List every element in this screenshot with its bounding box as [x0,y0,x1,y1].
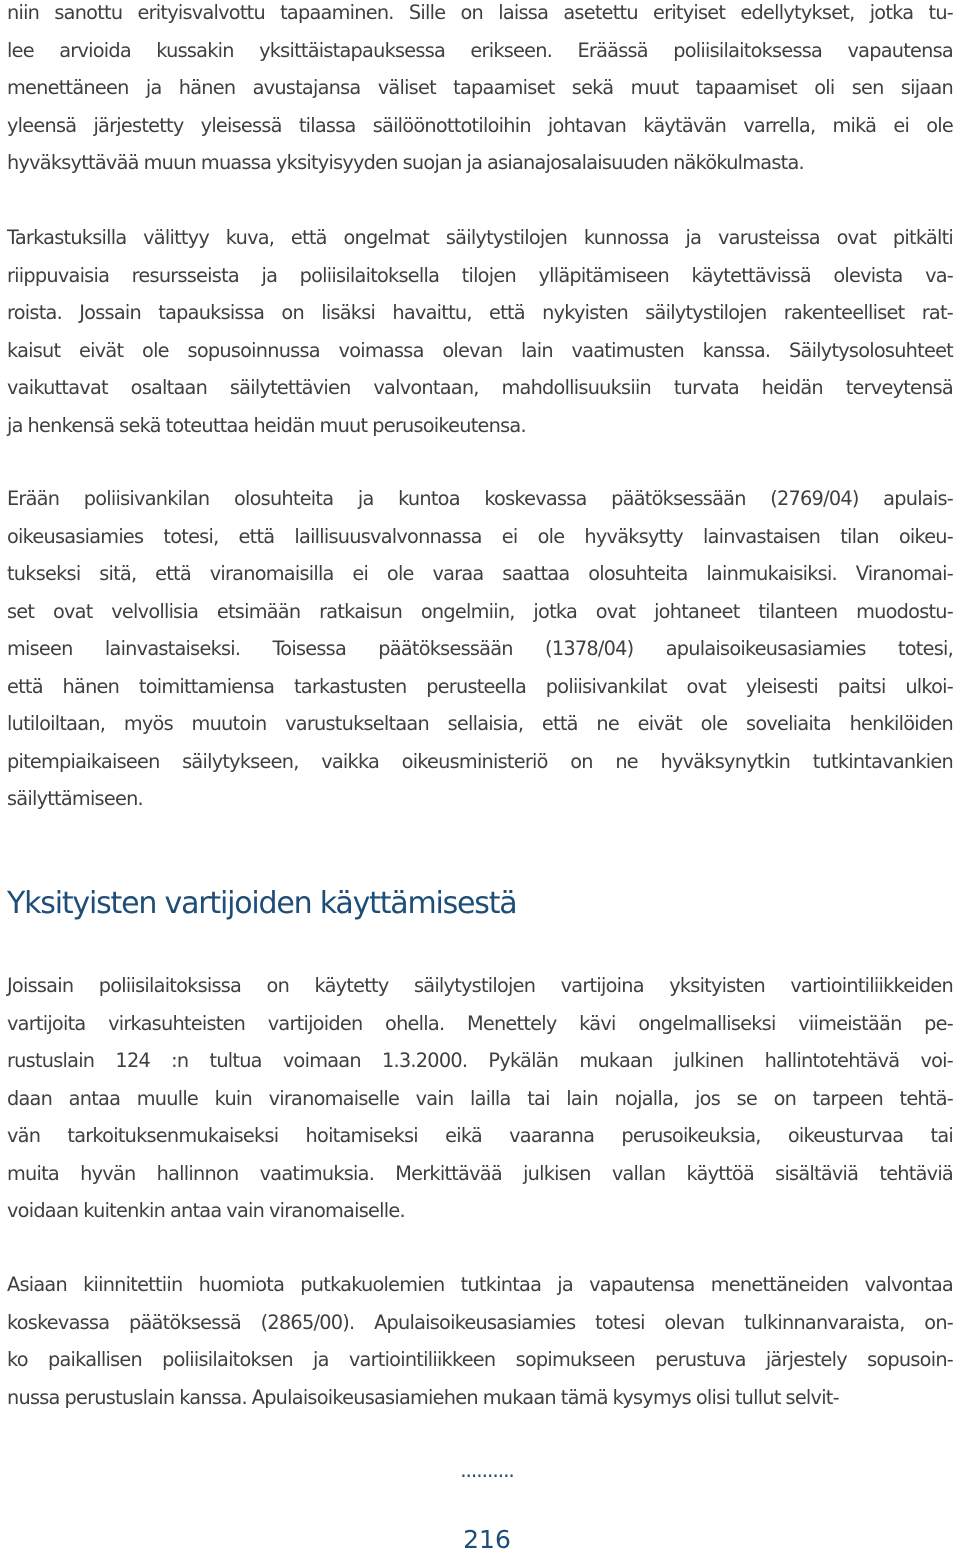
paragraph-inspection-findings [7,219,953,444]
paragraph-private-guards [7,967,953,1230]
text-line: miseen lainvastaiseksi. Toisessa päätöksessään (1378/04) apulaisoikeusasiamies totesi, [7,637,953,660]
text-line: rustuslain 124 :n tultua voimaan 1.3.2000. Pykälän mukaan julkinen hallintotehtävä voi- [7,1049,953,1072]
text-line: hyväksyttävää muun muassa yksityisyyden suojan ja asianajosalaisuuden näkökulmasta. [7,151,804,174]
text-line: yleensä järjestetty yleisessä tilassa säilöönottotiloihin johtavan käytävän varrella, mikä ei ole [7,113,953,137]
text-line: menettäneen ja hänen avustajansa väliset tapaamiset sekä muut tapaamiset oli sen sijaan [7,76,953,99]
text-line: niin sanottu erityisvalvottu tapaaminen. Sille on laissa asetettu erityiset edellytykset, jotka tu- [7,1,953,24]
text-line: kaisut eivät ole sopusoinnussa voimassa olevan lain vaatimusten kanssa. Säilytysolosuhteet [7,338,953,362]
text-line: nussa perustuslain kanssa. Apulaisoikeusasiamiehen mukaan tämä kysymys olisi tullut selvit- [7,1385,839,1409]
text-line: daan antaa muulle kuin viranomaiselle vain lailla tai lain nojalla, jos se on tarpeen tehtä- [7,1086,953,1110]
text-line: vän tarkoituksenmukaiseksi hoitamiseksi eikä vaaranna perusoikeuksia, oikeusturvaa tai [7,1124,953,1147]
text-line: koskevassa päätöksessä (2865/00). Apulaisoikeusasiamies totesi olevan tulkinnanvaraista, on- [7,1310,953,1334]
text-line: vartijoita virkasuhteisten vartijoiden ohella. Menettely kävi ongelmalliseksi viimeistään pe- [7,1011,953,1035]
text-line: roista. Jossain tapauksissa on lisäksi havaittu, että nykyisten säilytystilojen rakenteelliset rat- [7,301,953,324]
section-heading: Yksityisten vartijoiden käyttämisestä [7,886,517,921]
text-line: set ovat velvollisia etsimään ratkaisun ongelmiin, jotka ovat johtaneet tilanteen muodostu- [7,599,953,623]
text-line: lutiloiltaan, myös muutoin varustukseltaan sellaisia, että ne eivät ole soveliaita henkilöiden [7,712,953,735]
page-number: 216 [463,1525,511,1554]
text-line: lee arvioida kussakin yksittäistapauksessa erikseen. Eräässä poliisilaitoksessa vapautensa [7,38,953,62]
text-line: vaikuttavat osaltaan säilytettävien valvontaan, mahdollisuuksiin turvata heidän terveytensä [7,376,953,399]
paragraph-police-prison-decisions [7,480,953,818]
text-line: oikeusasiamies totesi, että laillisuusvalvonnassa ei ole hyväksytty lainvastaisen tilan oikeu- [7,524,953,548]
text-line: ko paikallisen poliisilaitoksen ja vartiointiliikkeen sopimukseen perustuva järjestely sopusoin- [7,1348,953,1371]
text-line: tukseksi sitä, että viranomaisilla ei ole varaa saattaa olosuhteita lainmukaisiksi. Viranomai- [7,562,953,585]
text-line: riippuvaisia resursseista ja poliisilaitoksella tilojen ylläpitämiseen käytettävissä olevista va- [7,263,953,287]
text-line: Joissain poliisilaitoksissa on käytetty säilytystilojen vartijoina yksityisten vartiointiliikkeiden [7,974,953,997]
text-line: voidaan kuitenkin antaa vain viranomaiselle. [7,1199,405,1222]
text-line: ja henkensä sekä toteuttaa heidän muut perusoikeutensa. [7,413,526,437]
footer-dots: .......... [460,1458,514,1482]
text-line: muita hyvän hallinnon vaatimuksia. Merkittävää julkisen vallan käyttöä sisältäviä tehtäviä [7,1161,953,1185]
text-line: säilyttämiseen. [7,787,143,810]
text-line: Tarkastuksilla välittyy kuva, että ongelmat säilytystilojen kunnossa ja varusteissa ovat pitkälti [7,226,953,249]
text-line: Asiaan kiinnitettiin huomiota putkakuolemien tutkintaa ja vapautensa menettäneiden valvontaa [7,1273,953,1296]
paragraph-private-meetings [7,0,953,182]
text-line: pitempiaikaiseen säilytykseen, vaikka oikeusministeriö on ne hyväksynytkin tutkintavankien [7,749,953,773]
text-line: että hänen toimittamiensa tarkastusten perusteella poliisivankilat ovat yleisesti paitsi ulkoi- [7,674,953,698]
paragraph-custody-deaths [7,1266,953,1416]
text-line: Erään poliisivankilan olosuhteita ja kuntoa koskevassa päätöksessään (2769/04) apulais- [7,487,953,510]
